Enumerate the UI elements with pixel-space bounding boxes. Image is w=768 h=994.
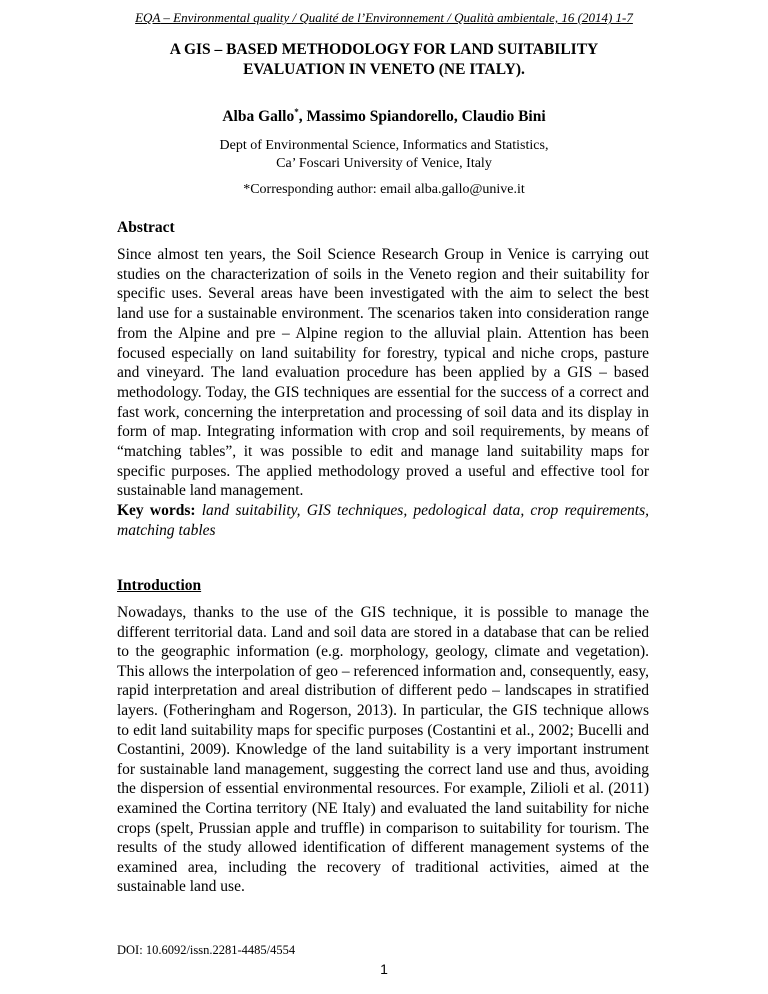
introduction-heading: Introduction bbox=[117, 577, 202, 594]
abstract-text: Since almost ten years, the Soil Science Research Group in Venice is carrying out studies on the characterization of soils in the Veneto region and their suitability for specific uses. Several areas have been investigated with the aim to select the best land use for a sustainable environment. The scenarios taken into consideration range from the Alpine and pre – Alpine region to the alluvial plain. Attention has been focused especially on land suitability for forestry, typical and niche crops, pasture and vineyard. The land evaluation procedure has been applied by a GIS – based methodology. Today, the GIS techniques are essential for the success of a correct and fast work, concerning the interpretation and processing of soil data and its display in form of map. Integrating information with crop and soil requirements, by means of “matching tables”, it was possible to edit and manage land suitability maps for specific purposes. The applied methodology proved a useful and effective tool for sustainable land management. bbox=[117, 246, 649, 500]
page-number: 1 bbox=[380, 961, 388, 977]
running-header bbox=[0, 10, 768, 26]
doi-footer: DOI: 10.6092/issn.2281-4485/4554 bbox=[117, 943, 296, 957]
paper-title bbox=[100, 40, 668, 80]
affiliation bbox=[0, 137, 768, 173]
keywords-text: land suitability, GIS techniques, pedological data, crop requirements, matching tables bbox=[117, 502, 649, 539]
title-line-1: A GIS – BASED METHODOLOGY FOR LAND SUITABILITY bbox=[169, 41, 599, 58]
affiliation-line-2: Ca’ Foscari University of Venice, Italy bbox=[276, 156, 492, 171]
corresponding-mark: * bbox=[294, 107, 299, 117]
introduction-text: Nowadays, thanks to the use of the GIS technique, it is possible to manage the different territorial data. Land and soil data are stored in a database that can be relied to the geographic information (e.g. morphology, geology, climate and vegetation). This allows the interpolation of geo – referenced information and, consequently, easy, rapid interpretation and areal distribution of different pedo – landscapes in stratified layers. (Fotheringham and Rogerson, 2013). In particular, the GIS technique allows to edit land suitability maps for specific purposes (Costantini et al., 2002; Bucelli and Costantini, 2009). Knowledge of the land suitability is a very important instrument for sustainable land management, suggesting the correct land use and thus, avoiding the dispersion of essential environmental resources. For example, Zilioli et al. (2011) examined the Cortina territory (NE Italy) and evaluated the land suitability for niche crops (spelt, Prussian apple and truffle) in comparison to suitability for tourism. The results of the study allowed identification of different management systems of the examined area, including the recovery of traditional activities, aimed at the sustainable land use. bbox=[117, 604, 649, 896]
abstract-heading: Abstract bbox=[117, 219, 175, 236]
journal-citation: – Environmental quality / Qualité de l’Environnement / Qualità ambientale, 16 (2014) 1-7 bbox=[160, 10, 633, 25]
affiliation-line-1: Dept of Environmental Science, Informatics and Statistics, bbox=[219, 138, 549, 153]
author-list bbox=[0, 102, 768, 127]
keywords-label: Key words: bbox=[117, 502, 196, 520]
other-authors: , Massimo Spiandorello, Claudio Bini bbox=[298, 108, 546, 126]
first-author: Alba Gallo bbox=[222, 108, 295, 126]
abstract-section bbox=[117, 245, 649, 541]
journal-abbreviation: EQA bbox=[135, 10, 161, 25]
corresponding-author: *Corresponding author: email alba.gallo@unive.it bbox=[243, 182, 525, 197]
title-line-2: EVALUATION IN VENETO (NE ITALY). bbox=[243, 61, 525, 78]
